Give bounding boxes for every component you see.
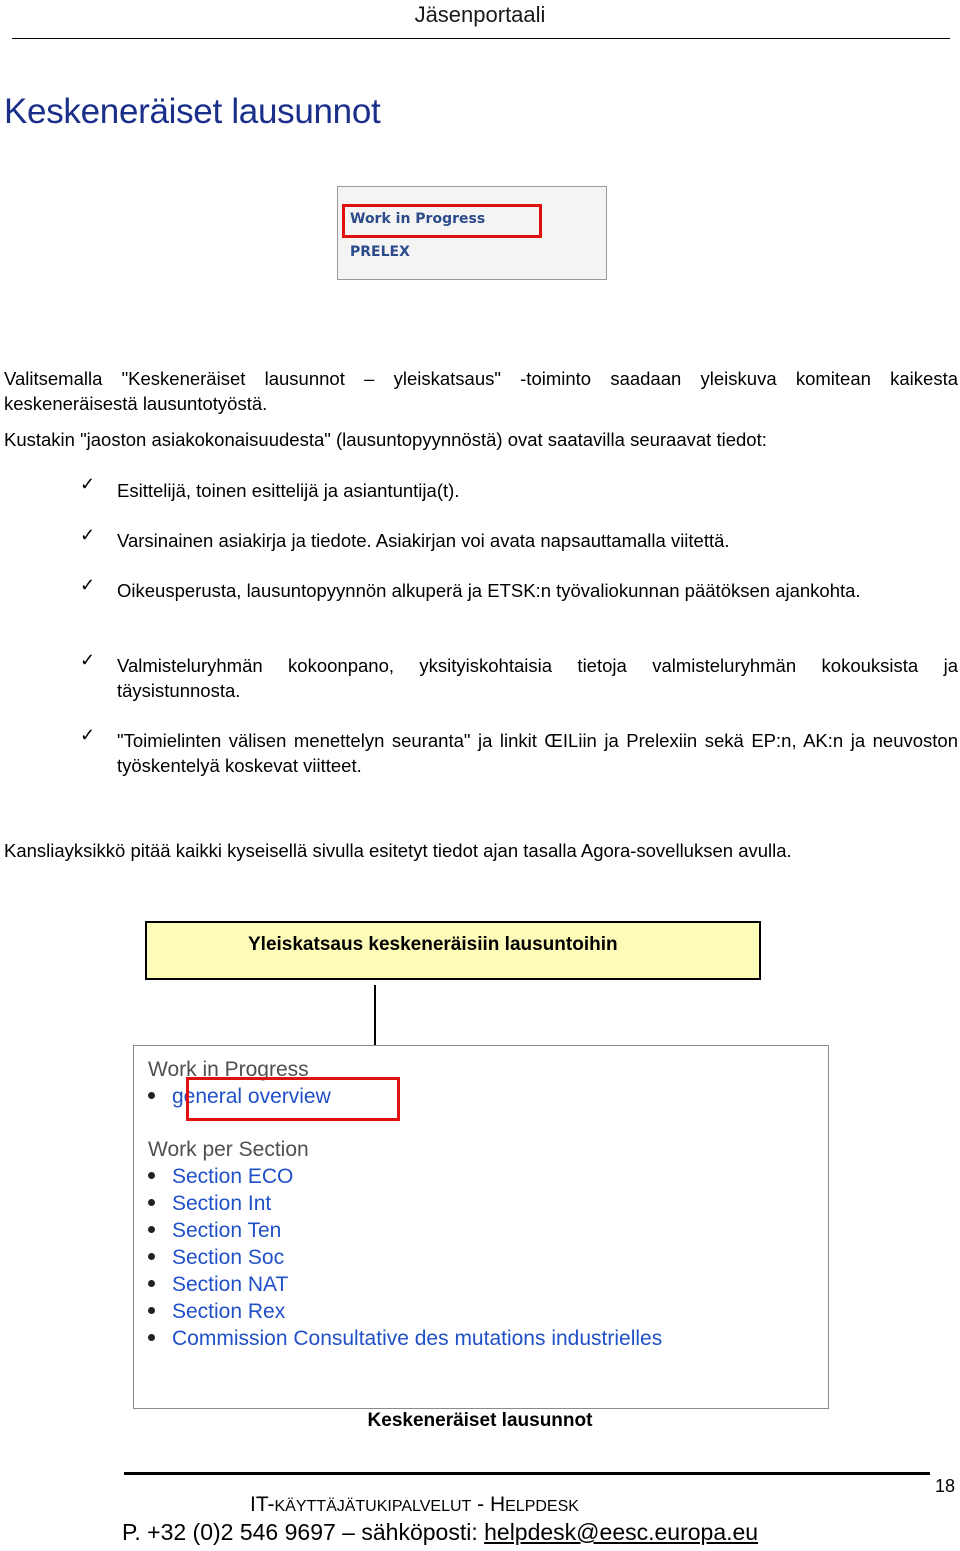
list-item: Esittelijä, toinen esittelijä ja asiantuntija(t). <box>117 480 460 501</box>
bullet-icon <box>148 1199 155 1206</box>
bullet-icon <box>148 1280 155 1287</box>
check-icon: ✓ <box>80 474 96 494</box>
footer-divider <box>124 1472 930 1475</box>
callout-label: Yleiskatsaus keskeneräisiin lausuntoihin <box>248 934 618 955</box>
bullet-icon <box>148 1253 155 1260</box>
bullet-icon <box>148 1334 155 1341</box>
page-number: 18 <box>935 1476 956 1496</box>
list-item: Valmisteluryhmän kokoonpano, yksityiskohtaisia tietoja valmisteluryhmän kokouksista ja täysistunnosta. <box>117 655 958 701</box>
section-rex-link[interactable]: Section Rex <box>148 1300 285 1324</box>
page-title: Keskeneräiset lausunnot <box>4 92 381 131</box>
work-in-progress-heading: Work in Progress <box>148 1058 309 1081</box>
section-int-link[interactable]: Section Int <box>148 1192 271 1216</box>
work-per-section-heading: Work per Section <box>148 1138 309 1161</box>
bullet-icon <box>148 1226 155 1233</box>
intro-paragraph: Valitsemalla "Keskeneräiset lausunnot – yleiskatsaus" -toiminto saadaan yleiskuva komitean kaikesta keskeneräisestä lausuntotyöstä. <box>4 368 958 414</box>
section-nat-link[interactable]: Section NAT <box>148 1273 288 1297</box>
list-item: "Toimielinten välisen menettelyn seuranta" ja linkit ŒILiin ja Prelexiin sekä EP:n, AK:n ja neuvoston työskentelyä koskevat viitteet. <box>117 730 958 776</box>
footer-unit: IT-KÄYTTÄJÄTUKIPALVELUT - HELPDESK <box>250 1493 579 1516</box>
list-intro: Kustakin "jaoston asiakokonaisuudesta" (lausuntopyynnöstä) ovat saatavilla seuraavat tiedot: <box>4 429 767 450</box>
work-in-progress-link[interactable]: Work in Progress <box>350 211 486 227</box>
footer-phone: P. +32 (0)2 546 9697 <box>122 1519 336 1545</box>
highlight-box <box>342 204 542 238</box>
header-title: Jäsenportaali <box>414 2 546 27</box>
section-eco-link[interactable]: Section ECO <box>148 1165 293 1189</box>
check-icon: ✓ <box>80 650 96 670</box>
section-ccmi-link[interactable]: Commission Consultative des mutations industrielles <box>148 1327 662 1351</box>
list-item: Oikeusperusta, lausuntopyynnön alkuperä ja ETSK:n työvaliokunnan päätöksen ajankohta. <box>117 580 861 601</box>
section-soc-link[interactable]: Section Soc <box>148 1246 284 1270</box>
bullet-icon <box>148 1307 155 1314</box>
highlight-box <box>186 1077 400 1121</box>
closing-paragraph: Kansliayksikkö pitää kaikki kyseisellä sivulla esitetyt tiedot ajan tasalla Agora-sovelluksen avulla. <box>4 840 792 861</box>
header-divider <box>12 38 950 39</box>
figure-caption: Keskeneräiset lausunnot <box>367 1410 593 1431</box>
menu-screenshot-large <box>133 1045 829 1409</box>
check-icon: ✓ <box>80 575 96 595</box>
callout-box <box>145 921 761 980</box>
check-icon: ✓ <box>80 525 96 545</box>
prelex-link[interactable]: PRELEX <box>350 244 410 260</box>
footer-contact: P. +32 (0)2 546 9697 – sähköposti: helpdesk@eesc.europa.eu <box>122 1519 759 1545</box>
check-icon: ✓ <box>80 725 96 745</box>
menu-screenshot-small <box>337 186 607 280</box>
bullet-icon <box>148 1172 155 1179</box>
general-overview-link[interactable]: general overview <box>148 1085 331 1109</box>
bullet-icon <box>148 1092 155 1099</box>
footer-email-link[interactable]: helpdesk@eesc.europa.eu <box>484 1519 759 1545</box>
list-item: Varsinainen asiakirja ja tiedote. Asiakirjan voi avata napsauttamalla viitettä. <box>117 530 730 551</box>
section-ten-link[interactable]: Section Ten <box>148 1219 281 1243</box>
